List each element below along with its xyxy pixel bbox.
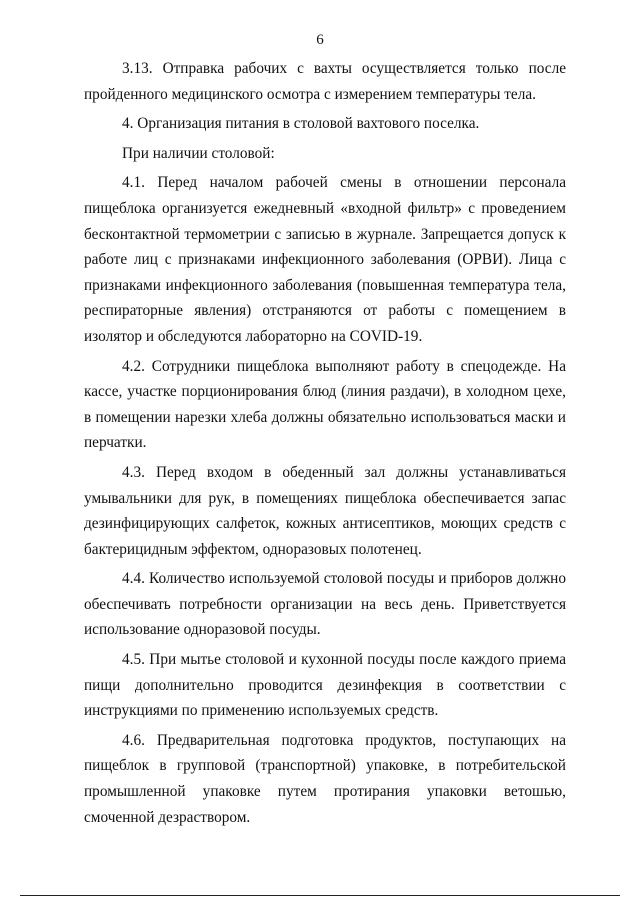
paragraph-4-1: 4.1. Перед началом рабочей смены в отношении персонала пищеблока организуется ежедневный «входной фильтр» с проведением бесконтактной термометрии с записью в журнале. Запрещается допуск к работе лиц с признаками инфекционного заболевания (ОРВИ). Лица с признаками инфекционного заболевания (повышенная температура тела, респираторные явления) отстраняются от работы с помещением в изолятор и обследуются лабораторно на COVID-19. xyxy=(84,174,566,345)
paragraph-4-3: 4.3. Перед входом в обеденный зал должны устанавливаться умывальники для рук, в помещениях пищеблока обеспечивается запас дезинфицирующих салфеток, кожных антисептиков, моющих средств с бактерицидным эффектом, одноразовых полотенец. xyxy=(84,463,566,558)
page-number: 6 xyxy=(316,32,324,48)
paragraph-4-5: 4.5. При мытье столовой и кухонной посуды после каждого приема пищи дополнительно проводится дезинфекция в соответствии с инструкциями по применению используемых средств. xyxy=(84,651,566,720)
paragraph-4-6: 4.6. Предварительная подготовка продуктов, поступающих на пищеблок в групповой (транспортной) упаковке, в потребительской промышленной упаковке путем протирания упаковки ветошью, смоченной дезраствором. xyxy=(84,731,566,826)
paragraph-4-2: 4.2. Сотрудники пищеблока выполняют работу в спецодежде. На кассе, участке порционирования блюд (линия раздачи), в холодном цехе, в помещении нарезки хлеба должны обязательно использоваться маски и перчатки. xyxy=(84,357,566,452)
section-heading-4: 4. Организация питания в столовой вахтового поселка. xyxy=(122,115,480,133)
paragraph-canteen-intro: При наличии столовой: xyxy=(122,144,275,162)
paragraph-4-4: 4.4. Количество используемой столовой посуды и приборов должно обеспечивать потребности организации на весь день. Приветствуется использование одноразовой посуды. xyxy=(84,570,566,639)
bottom-divider xyxy=(20,895,620,896)
document-body xyxy=(84,56,566,834)
paragraph-3-13: 3.13. Отправка рабочих с вахты осуществляется только после пройденного медицинского осмотра с измерением температуры тела. xyxy=(84,60,566,103)
